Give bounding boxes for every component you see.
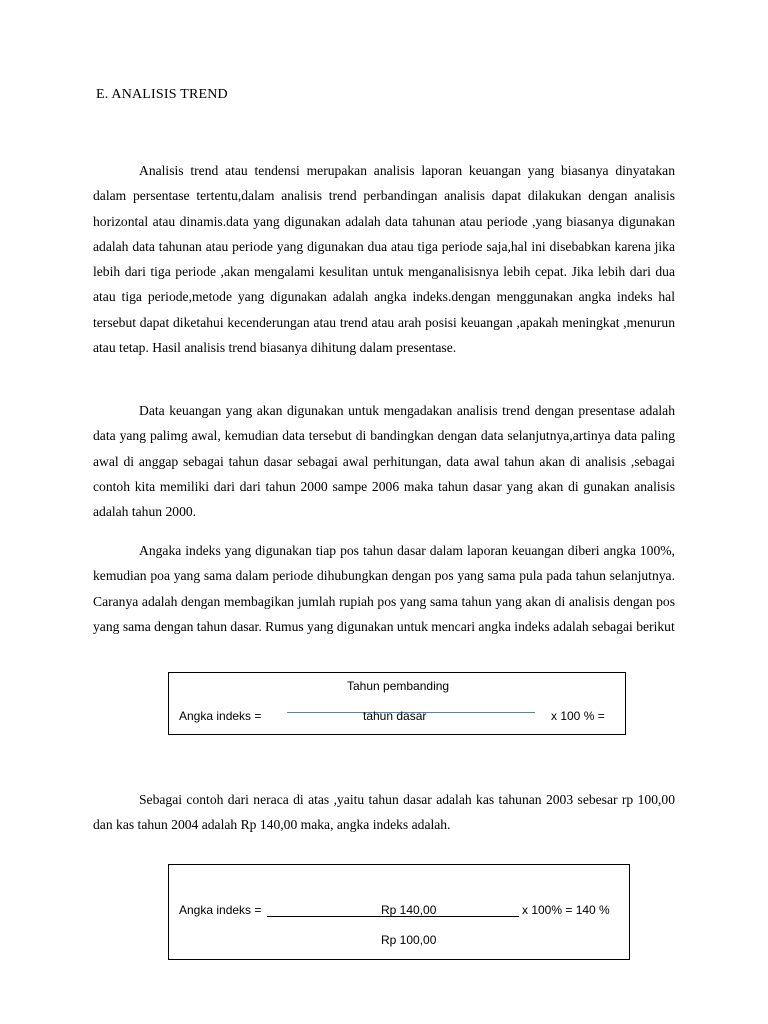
formula-numerator: Tahun pembanding xyxy=(347,679,450,693)
paragraph-1: Analisis trend atau tendensi merupakan analisis laporan keuangan yang biasanya dinyatakan dalam persentase tertentu,dalam analisis trend perbandingan analisis dapat dilakukan dengan analisis horizontal atau dinamis.data yang digunakan adalah data tahunan atau periode ,yang biasanya digunakan adalah data tahunan atau periode yang digunakan dua atau tiga periode saja,hal ini disebabkan karena jika lebih dari tiga periode ,akan mengalami kesulitan untuk menganalisisnya lebih cepat. Jika lebih dari dua atau tiga periode,metode yang digunakan adalah angka indeks.dengan menggunakan angka indeks hal tersebut dapat diketahui kecenderungan atau trend atau arah posisi keuangan ,apakah meningkat ,menurun atau tetap. Hasil analisis trend biasanya dihitung dalam presentase. xyxy=(93,163,675,356)
section-heading: E. ANALISIS TREND xyxy=(96,87,228,102)
formula-box xyxy=(168,672,626,735)
example-result: x 100% = 140 % xyxy=(522,903,610,917)
paragraph-3: Angaka indeks yang digunakan tiap pos tahun dasar dalam laporan keuangan diberi angka 100%, kemudian poa yang sama dalam periode dihubungkan dengan pos yang sama pula pada tahun selanjutnya. Caranya adalah dengan membagikan jumlah rupiah pos yang sama tahun yang akan di analisis dengan pos yang sama dengan tahun dasar. Rumus yang digunakan untuk mencari angka indeks adalah sebagai berikut xyxy=(93,543,675,634)
paragraph-4: Sebagai contoh dari neraca di atas ,yaitu tahun dasar adalah kas tahunan 2003 sebesar rp 100,00 dan kas tahun 2004 adalah Rp 140,00 maka, angka indeks adalah. xyxy=(93,792,675,833)
example-box xyxy=(168,864,630,960)
formula-label: Angka indeks = xyxy=(179,709,262,723)
paragraph-2: Data keuangan yang akan digunakan untuk mengadakan analisis trend dengan presentase adalah data yang palimg awal, kemudian data tersebut di bandingkan dengan data selanjutnya,artinya data paling awal di anggap sebagai tahun dasar sebagai awal perhitungan, data awal tahun akan di analisis ,sebagai contoh kita memiliki dari dari tahun 2000 sampe 2006 maka tahun dasar yang akan di gunakan analisis adalah tahun 2000. xyxy=(93,403,675,520)
example-label: Angka indeks = xyxy=(179,903,262,917)
formula-denominator: tahun dasar xyxy=(363,709,427,723)
example-denominator: Rp 100,00 xyxy=(381,933,437,947)
example-numerator: Rp 140,00 xyxy=(381,903,437,917)
formula-multiplier: x 100 % = xyxy=(551,709,605,723)
